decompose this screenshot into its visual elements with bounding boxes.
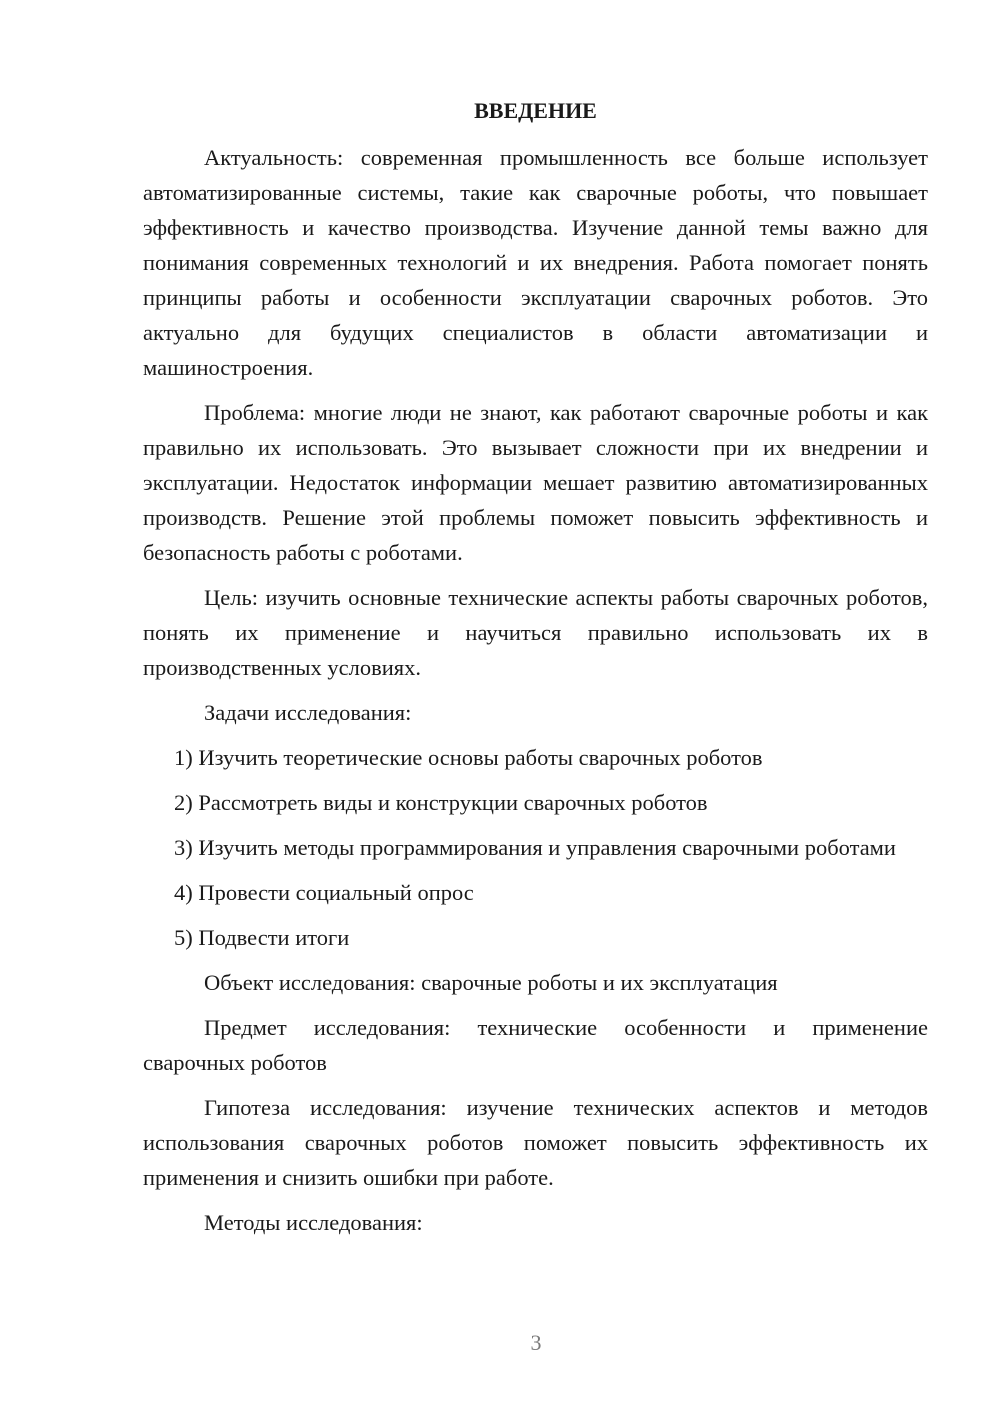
paragraph-problem: Проблема: многие люди не знают, как работают сварочные роботы и как правильно их использовать. Это вызывает сложности при их внедрении и эксплуатации. Недостаток информации мешает развитию автоматизированных производств. Решение этой проблемы поможет повысить эффективность и безопасность работы с роботами. [143, 400, 928, 565]
section-heading: ВВЕДЕНИЕ [474, 98, 597, 123]
paragraph-relevance: Актуальность: современная промышленность все больше использует автоматизированные системы, такие как сварочные роботы, что повышает эффективность и качество производства. Изучение данной темы важно для понимания современных технологий и их внедрения. Работа помогает понять принципы работы и особенности эксплуатации сварочных роботов. Это актуально для будущих специалистов в области автоматизации и машиностроения. [143, 145, 928, 380]
paragraph-object: Объект исследования: сварочные роботы и их эксплуатация [204, 970, 778, 995]
task-item-2: 2) Рассмотреть виды и конструкции сварочных роботов [174, 790, 708, 815]
page-number: 3 [530, 1330, 542, 1355]
paragraph-methods: Методы исследования: [204, 1210, 423, 1235]
paragraph-goal: Цель: изучить основные технические аспекты работы сварочных роботов, понять их применение и научиться правильно использовать их в производственных условиях. [143, 585, 928, 680]
paragraph-subject: Предмет исследования: технические особенности и применение сварочных роботов [143, 1015, 928, 1075]
paragraph-tasks-intro: Задачи исследования: [204, 700, 412, 725]
task-item-5: 5) Подвести итоги [174, 925, 350, 950]
page-body [143, 93, 928, 1250]
task-item-1: 1) Изучить теоретические основы работы сварочных роботов [174, 745, 763, 770]
task-item-3: 3) Изучить методы программирования и управления сварочными роботами [174, 835, 896, 860]
task-item-4: 4) Провести социальный опрос [174, 880, 474, 905]
paragraph-hypothesis: Гипотеза исследования: изучение технических аспектов и методов использования сварочных роботов поможет повысить эффективность их применения и снизить ошибки при работе. [143, 1095, 928, 1190]
